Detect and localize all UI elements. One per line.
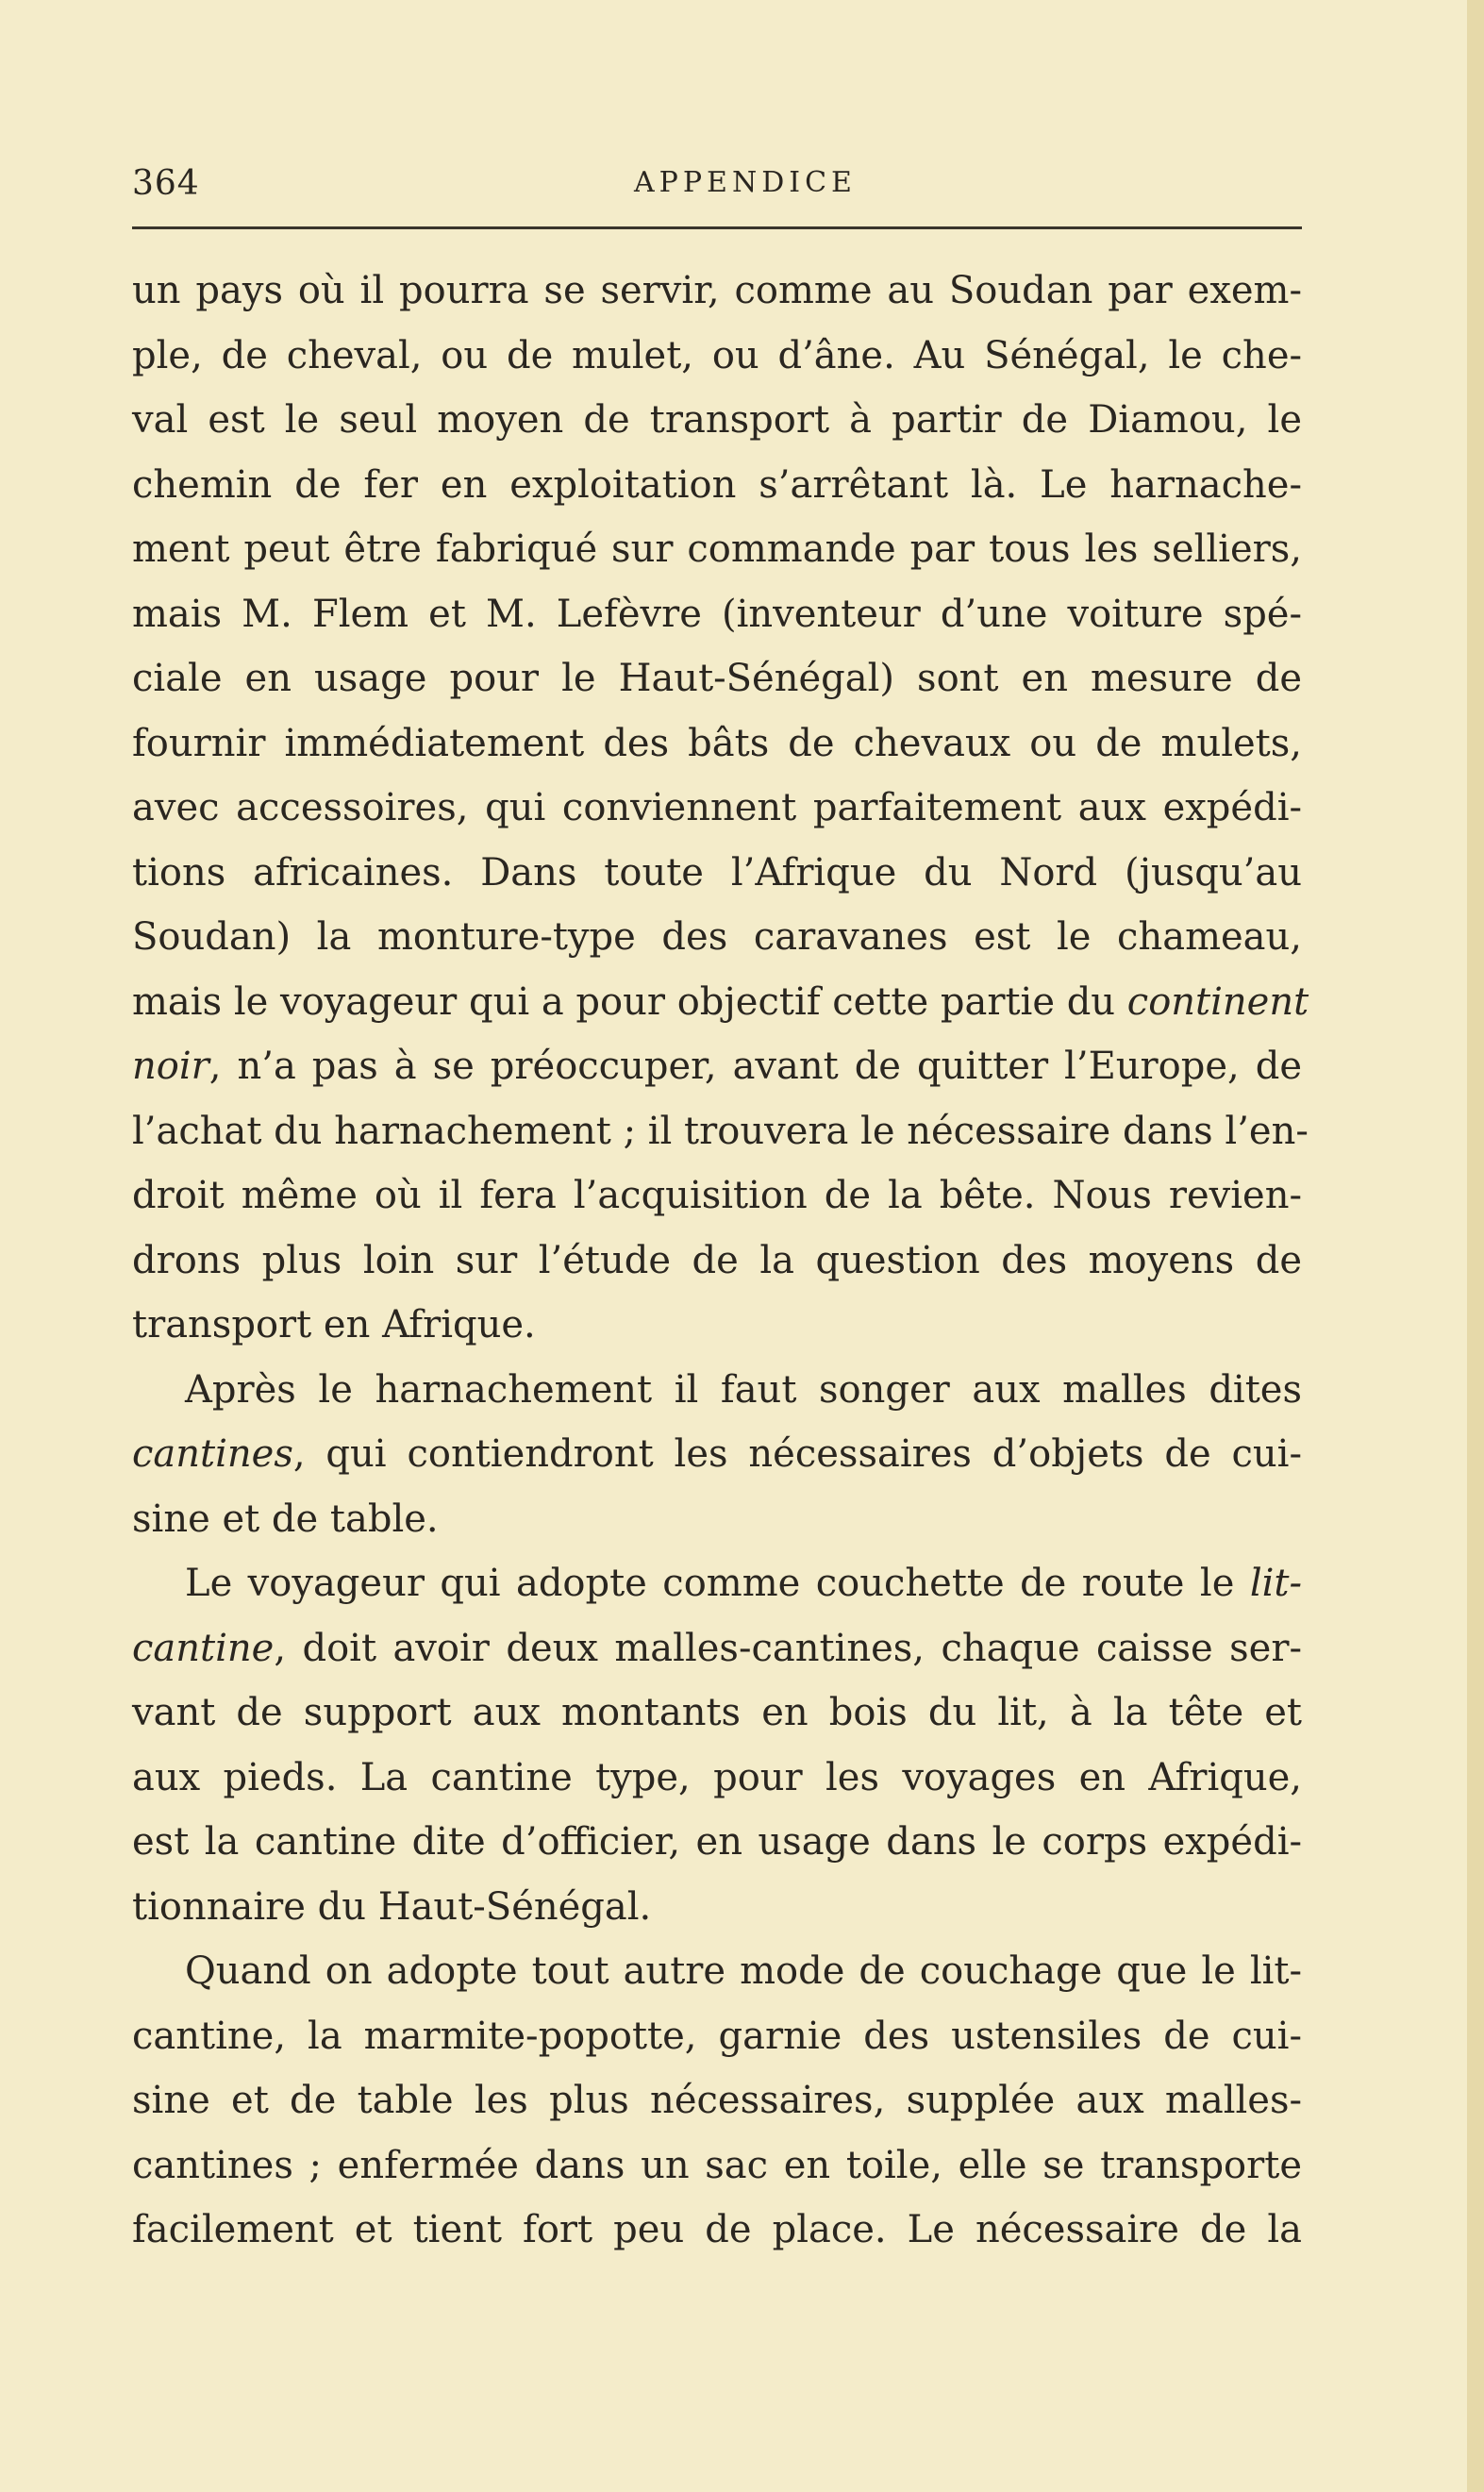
text-line: cantine, doit avoir deux malles-cantines, chaque caisse ser- bbox=[132, 1626, 1302, 1670]
text-line: cantine, la marmite-popotte, garnie des ustensiles de cui- bbox=[132, 2014, 1302, 2058]
text-line: ciale en usage pour le Haut-Sénégal) sont en mesure de bbox=[132, 657, 1302, 700]
text-line: transport en Afrique. bbox=[132, 1303, 536, 1346]
text-line: sine et de table les plus nécessaires, supplée aux malles- bbox=[132, 2079, 1302, 2122]
page-edge bbox=[1467, 0, 1484, 2492]
page-header bbox=[132, 159, 1302, 215]
text-line: droit même où il fera l’acquisition de la bête. Nous revien- bbox=[132, 1174, 1302, 1217]
text-line: cantines ; enfermée dans un sac en toile, elle se transporte bbox=[132, 2143, 1302, 2187]
text-line: fournir immédiatement des bâts de chevaux ou de mulets, bbox=[132, 721, 1302, 765]
text-line: chemin de fer en exploitation s’arrêtant là. Le harnache- bbox=[132, 462, 1302, 507]
page-number: 364 bbox=[132, 164, 200, 203]
text-line: aux pieds. La cantine type, pour les voyages en Afrique, bbox=[132, 1755, 1302, 1799]
text-line: un pays où il pourra se servir, comme au Soudan par exem- bbox=[132, 269, 1302, 312]
text-line: drons plus loin sur l’étude de la question des moyens de bbox=[132, 1238, 1302, 1282]
body-text bbox=[132, 259, 1309, 2263]
header-rule bbox=[132, 226, 1302, 229]
text-line: tions africaines. Dans toute l’Afrique du Nord (jusqu’au bbox=[132, 850, 1302, 895]
text-line: cantines, qui contiendront les nécessaires d’objets de cui- bbox=[132, 1432, 1302, 1476]
text-line: vant de support aux montants en bois du lit, à la tête et bbox=[132, 1691, 1302, 1734]
text-line: avec accessoires, qui conviennent parfaitement aux expédi- bbox=[132, 786, 1302, 829]
text-line: Après le harnachement il faut songer aux malles dites bbox=[185, 1367, 1302, 1412]
text-line: noir, n’a pas à se préoccuper, avant de quitter l’Europe, de bbox=[132, 1045, 1302, 1088]
italic-text: cantine bbox=[132, 1626, 275, 1670]
text-line: sine et de table. bbox=[132, 1497, 439, 1541]
text-line: mais le voyageur qui a pour objectif cette partie du continent bbox=[132, 979, 1309, 1024]
italic-text: continent bbox=[1126, 979, 1309, 1024]
text-line: val est le seul moyen de transport à partir de Diamou, le bbox=[132, 398, 1302, 442]
italic-text: cantines bbox=[132, 1432, 293, 1476]
running-title: APPENDICE bbox=[634, 166, 857, 199]
text-line: l’achat du harnachement ; il trouvera le nécessaire dans l’en- bbox=[132, 1109, 1309, 1153]
text-line: Le voyageur qui adopte comme couchette de route le lit- bbox=[185, 1562, 1302, 1605]
text-line: Quand on adopte tout autre mode de couchage que le lit- bbox=[185, 1949, 1302, 1993]
text-line: est la cantine dite d’officier, en usage dans le corps expédi- bbox=[132, 1820, 1302, 1864]
italic-text: noir bbox=[132, 1045, 209, 1088]
text-line: mais M. Flem et M. Lefèvre (inventeur d’une voiture spé- bbox=[132, 592, 1302, 636]
text-line: facilement et tient fort peu de place. Le nécessaire de la bbox=[132, 2208, 1302, 2251]
text-line: Soudan) la monture-type des caravanes est le chameau, bbox=[132, 915, 1302, 959]
text-line: ment peut être fabriqué sur commande par tous les selliers, bbox=[132, 527, 1302, 571]
italic-text: lit- bbox=[1249, 1562, 1302, 1605]
text-line: ple, de cheval, ou de mulet, ou d’âne. Au Sénégal, le che- bbox=[132, 333, 1302, 377]
text-line: tionnaire du Haut-Sénégal. bbox=[132, 1884, 652, 1929]
